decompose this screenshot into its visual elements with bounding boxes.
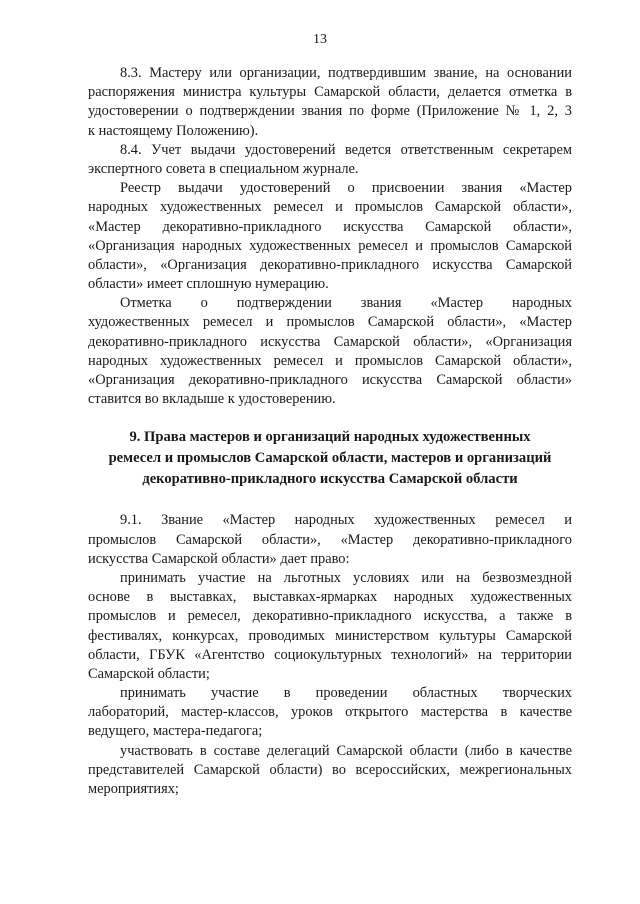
- text-line: Отметка о подтверждении звания «Мастер народных: [120, 295, 572, 312]
- text-line: 8.4. Учет выдачи удостоверений ведется ответственным секретарем: [120, 141, 572, 158]
- text-line: области, ГБУК «Агентство социокультурных технологий» на территории: [88, 646, 572, 663]
- text-line: фестивалях, конкурсах, проводимых министерством культуры Самарской: [88, 627, 572, 644]
- paragraph-right-exhibitions: [88, 569, 572, 684]
- text-line: декоративно-прикладного искусства Самарской области», «Организация: [88, 333, 572, 350]
- paragraph-registry: [88, 179, 572, 294]
- text-line: распоряжения министра культуры Самарской области, делается отметка в: [88, 84, 572, 101]
- text-line: к настоящему Положению).: [88, 122, 259, 139]
- paragraph-8-3: [88, 64, 572, 141]
- text-line: «Мастер декоративно-прикладного искусства Самарской области»,: [88, 218, 572, 235]
- paragraph-right-delegations: [88, 742, 572, 800]
- paragraph-mark: [88, 294, 572, 409]
- text-line: промыслов Самарской области», «Мастер декоративно-прикладного: [88, 531, 572, 548]
- paragraph-right-laboratories: [88, 684, 572, 742]
- text-line: 9.1. Звание «Мастер народных художественных ремесел и: [120, 512, 572, 529]
- text-line: основе в выставках, выставках-ярмарках народных художественных: [88, 589, 572, 606]
- page-content: [88, 64, 572, 799]
- paragraph-9-1: [88, 511, 572, 569]
- text-line: искусства Самарской области» дает право:: [88, 550, 350, 567]
- text-line: области» имеет сплошную нумерацию.: [88, 276, 329, 293]
- text-line: участвовать в составе делегаций Самарской области (либо в качестве: [120, 742, 572, 759]
- text-line: промыслов и ремесел, декоративно-прикладного искусства, а также в: [88, 608, 572, 625]
- heading-line: 9. Права мастеров и организаций народных художественных: [129, 429, 531, 446]
- heading-line: ремесел и промыслов Самарской области, мастеров и организаций: [108, 450, 552, 467]
- text-line: ставится во вкладыше к удостоверению.: [88, 391, 336, 408]
- text-line: народных художественных ремесел и промыслов Самарской области»,: [88, 199, 572, 216]
- text-line: народных художественных ремесел и промыслов Самарской области»,: [88, 352, 572, 369]
- text-line: лабораторий, мастер-классов, уроков открытого мастерства в качестве: [88, 704, 572, 721]
- text-line: ведущего, мастера-педагога;: [88, 723, 263, 740]
- text-line: мероприятиях;: [88, 781, 179, 797]
- text-line: Реестр выдачи удостоверений о присвоении звания «Мастер: [120, 180, 572, 197]
- section-heading: [88, 427, 572, 490]
- text-line: принимать участие на льготных условиях или на безвозмездной: [120, 569, 572, 586]
- text-line: удостоверении о подтверждении звания по форме (Приложение № 1, 2, 3: [88, 103, 572, 120]
- text-line: экспертного совета в специальном журнале.: [88, 160, 359, 177]
- page-number: 13: [313, 32, 327, 47]
- text-line: «Организация народных художественных ремесел и промыслов Самарской: [88, 237, 572, 254]
- text-line: принимать участие в проведении областных творческих: [120, 685, 572, 702]
- text-line: художественных ремесел и промыслов Самарской области», «Мастер: [88, 314, 572, 331]
- text-line: области», «Организация декоративно-прикладного искусства Самарской: [88, 256, 572, 273]
- paragraph-8-4: [88, 141, 572, 179]
- text-line: представителей Самарской области) во всероссийских, межрегиональных: [88, 761, 572, 778]
- text-line: «Организация декоративно-прикладного искусства Самарской области»: [88, 372, 572, 388]
- text-line: 8.3. Мастеру или организации, подтвердившим звание, на основании: [120, 65, 572, 81]
- text-line: Самарской области;: [88, 665, 210, 682]
- heading-line: декоративно-прикладного искусства Самарской области: [142, 471, 518, 488]
